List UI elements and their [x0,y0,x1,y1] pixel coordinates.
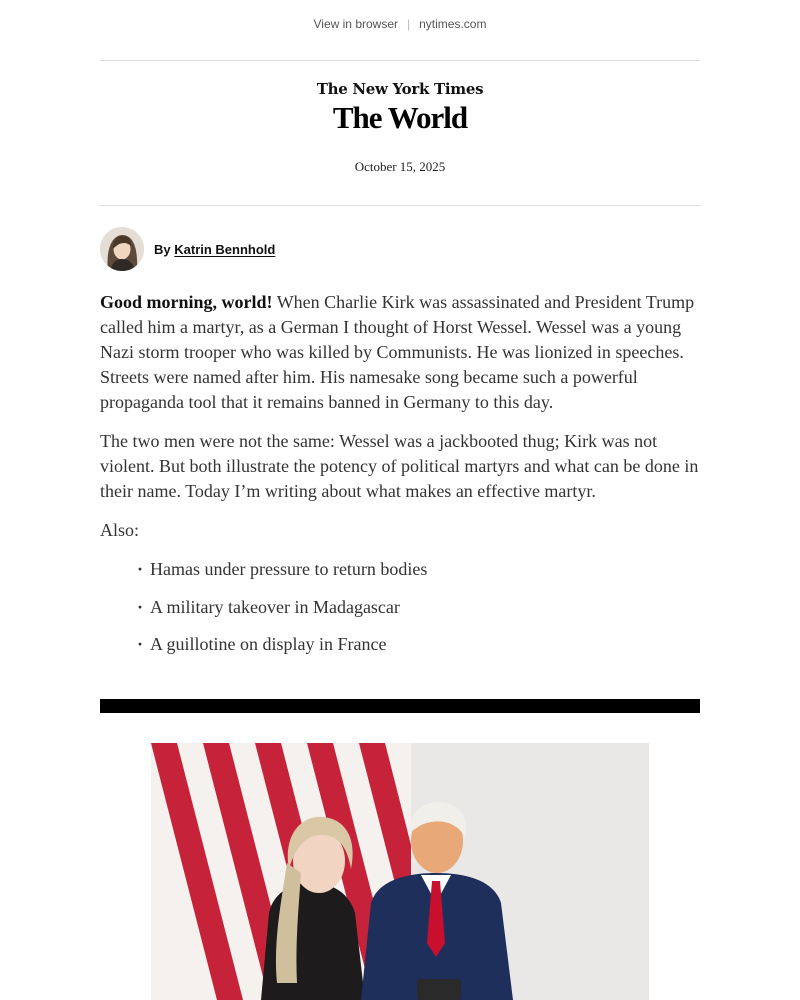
topics-list [100,557,705,657]
second-paragraph: The two men were not the same: Wessel was a jackbooted thug; Kirk was not violent. But both illustrate the potency of political martyrs and what can be done in their name. Today I’m writing about what makes an effective martyr. [100,431,699,501]
section-divider-bar [100,699,700,713]
byline-text [154,242,275,257]
author-link[interactable]: Katrin Bennhold [174,241,276,257]
separator: | [407,17,411,31]
newsletter-title: The World [332,100,468,135]
view-in-browser-link[interactable]: View in browser [313,17,398,31]
lead-paragraph [100,290,705,415]
list-item: · Hamas under pressure to return bodies [137,557,705,582]
byline-prefix: By [154,241,171,257]
nytimes-link[interactable]: nytimes.com [419,17,487,31]
nyt-logo[interactable]: The New York Times [316,80,484,98]
greeting: Good morning, world! [100,292,273,312]
list-item: · A guillotine on display in France [137,632,705,657]
top-divider [100,60,700,61]
masthead [0,80,800,136]
lead-photo[interactable] [151,743,649,1000]
list-item: · A military takeover in Madagascar [137,595,705,620]
article-body [100,290,705,670]
email-header-links [0,17,800,31]
lead-text: When Charlie Kirk was assassinated and President Trump called him a martyr, as a German I thought of Horst Wessel. Wessel was a young Nazi storm trooper who was killed by Communists. He was lionized in speeches. Streets were named after him. His namesake song became such a powerful propaganda tool that it remains banned in Germany to this day. [100,292,695,412]
lead-photo-image [151,743,649,1000]
byline [100,227,275,271]
also-label: Also: [100,520,140,540]
author-avatar [100,227,144,271]
author-photo [100,227,144,271]
masthead-divider [100,205,700,206]
issue-date: October 15, 2025 [354,159,446,174]
